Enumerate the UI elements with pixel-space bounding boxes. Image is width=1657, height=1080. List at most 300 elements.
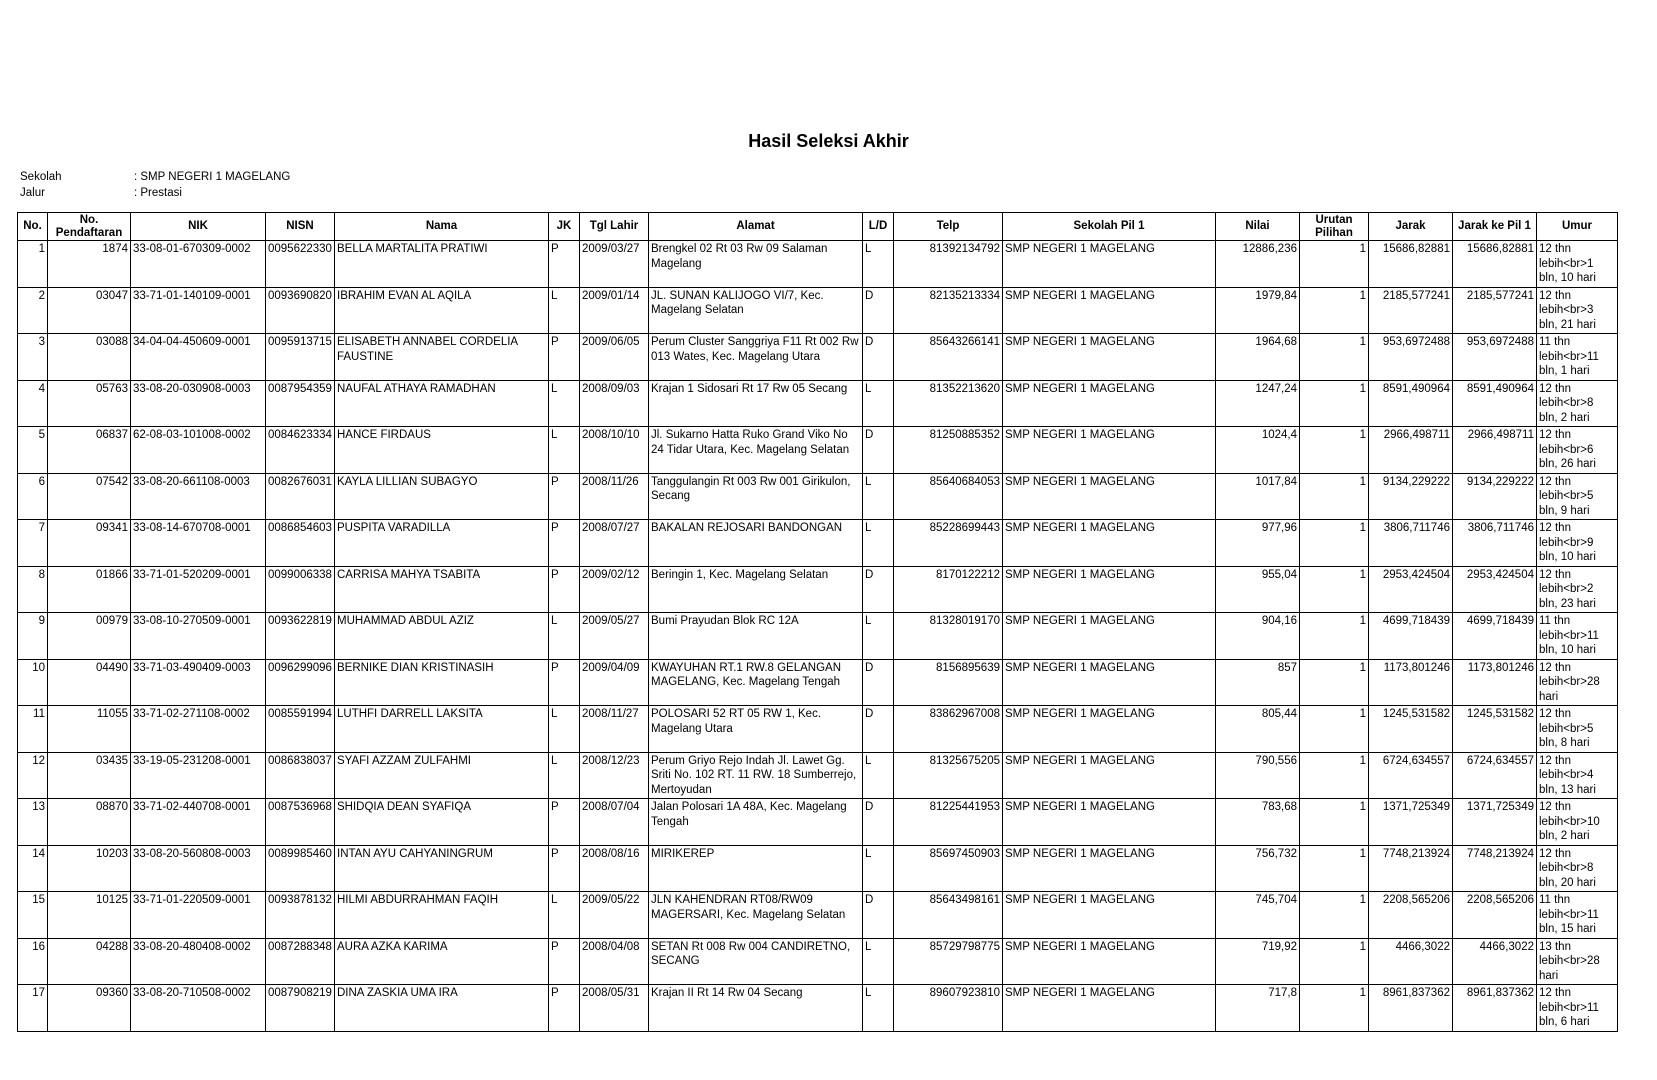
table-cell: L [863,380,894,427]
table-row [18,892,1618,939]
table-cell: 7748,213924 [1369,845,1453,892]
track-value: : Prestasi [134,187,182,199]
column-header: Jarak ke Pil 1 [1453,213,1537,241]
table-cell: 11055 [48,706,131,753]
table-cell: 13 thn lebih<br>28 hari [1537,938,1618,985]
table-cell: 1 [1300,892,1369,939]
table-row [18,334,1618,381]
table-cell: 0089985460 [266,845,335,892]
table-cell: 1 [1300,241,1369,288]
table-cell: SMP NEGERI 1 MAGELANG [1003,659,1216,706]
table-cell: L [549,427,580,474]
table-cell: 1964,68 [1216,334,1300,381]
table-cell: L [549,613,580,660]
table-cell: 2008/08/16 [580,845,649,892]
table-row [18,473,1618,520]
table-cell: P [549,566,580,613]
table-cell: 81392134792 [894,241,1003,288]
table-cell: 0087536968 [266,799,335,846]
table-cell: 12 thn lebih<br>3 bln, 21 hari [1537,287,1618,334]
table-cell: 33-08-10-270509-0001 [131,613,266,660]
table-cell: 1 [1300,938,1369,985]
table-cell: 0085591994 [266,706,335,753]
table-cell: D [863,566,894,613]
table-cell: 1 [1300,427,1369,474]
table-cell: SMP NEGERI 1 MAGELANG [1003,427,1216,474]
table-cell: 2009/06/05 [580,334,649,381]
table-cell: 33-71-01-220509-0001 [131,892,266,939]
table-cell: AURA AZKA KARIMA [335,938,549,985]
table-cell: 4699,718439 [1369,613,1453,660]
table-cell: LUTHFI DARRELL LAKSITA [335,706,549,753]
table-cell: 0084623334 [266,427,335,474]
table-cell: 3 [18,334,48,381]
table-cell: 1 [1300,473,1369,520]
table-cell: 0082676031 [266,473,335,520]
table-cell: 756,732 [1216,845,1300,892]
table-cell: SMP NEGERI 1 MAGELANG [1003,520,1216,567]
table-body [18,241,1618,1032]
table-cell: 0095622330 [266,241,335,288]
table-cell: 2208,565206 [1369,892,1453,939]
table-cell: 1 [1300,380,1369,427]
table-cell: 953,6972488 [1369,334,1453,381]
table-cell: Brengkel 02 Rt 03 Rw 09 Salaman Magelang [649,241,863,288]
table-cell: 1173,801246 [1369,659,1453,706]
table-row [18,287,1618,334]
table-cell: 10203 [48,845,131,892]
table-cell: ELISABETH ANNABEL CORDELIA FAUSTINE [335,334,549,381]
table-cell: 12 thn lebih<br>10 bln, 2 hari [1537,799,1618,846]
column-header: Tgl Lahir [580,213,649,241]
table-cell: 85643266141 [894,334,1003,381]
table-cell: SMP NEGERI 1 MAGELANG [1003,892,1216,939]
table-cell: 12 thn lebih<br>8 bln, 2 hari [1537,380,1618,427]
table-cell: 9134,229222 [1369,473,1453,520]
table-cell: 953,6972488 [1453,334,1537,381]
table-cell: 1247,24 [1216,380,1300,427]
table-row [18,845,1618,892]
table-cell: L [549,706,580,753]
table-cell: 07542 [48,473,131,520]
table-cell: SMP NEGERI 1 MAGELANG [1003,938,1216,985]
table-cell: 09360 [48,985,131,1032]
table-cell: 10 [18,659,48,706]
school-info [20,170,290,184]
table-cell: 04288 [48,938,131,985]
table-cell: NAUFAL ATHAYA RAMADHAN [335,380,549,427]
table-cell: 1 [18,241,48,288]
table-cell: 2208,565206 [1453,892,1537,939]
table-cell: 1 [1300,985,1369,1032]
table-cell: 2009/03/27 [580,241,649,288]
table-cell: 33-71-01-140109-0001 [131,287,266,334]
table-cell: 1 [1300,752,1369,799]
table-cell: Perum Cluster Sanggriya F11 Rt 002 Rw 013 Wates, Kec. Magelang Utara [649,334,863,381]
table-cell: 955,04 [1216,566,1300,613]
table-cell: Jl. Sukarno Hatta Ruko Grand Viko No 24 Tidar Utara, Kec. Magelang Selatan [649,427,863,474]
table-cell: 1371,725349 [1453,799,1537,846]
table-cell: 2953,424504 [1453,566,1537,613]
column-header: Nilai [1216,213,1300,241]
table-cell: 12 thn lebih<br>9 bln, 10 hari [1537,520,1618,567]
table-cell: 1 [1300,287,1369,334]
table-cell: 11 thn lebih<br>11 bln, 1 hari [1537,334,1618,381]
table-cell: 12 thn lebih<br>8 bln, 20 hari [1537,845,1618,892]
table-cell: 1 [1300,613,1369,660]
column-header: No. [18,213,48,241]
table-cell: 2008/09/03 [580,380,649,427]
table-cell: 11 thn lebih<br>11 bln, 10 hari [1537,613,1618,660]
table-cell: 1245,531582 [1369,706,1453,753]
table-cell: 2966,498711 [1453,427,1537,474]
table-cell: 33-71-01-520209-0001 [131,566,266,613]
column-header: Umur [1537,213,1618,241]
table-cell: 1 [1300,334,1369,381]
table-cell: 805,44 [1216,706,1300,753]
table-cell: Perum Griyo Rejo Indah Jl. Lawet Gg. Sriti No. 102 RT. 11 RW. 18 Sumberrejo, Mertoyudan [649,752,863,799]
table-cell: HILMI ABDURRAHMAN FAQIH [335,892,549,939]
table-cell: INTAN AYU CAHYANINGRUM [335,845,549,892]
table-cell: 0093878132 [266,892,335,939]
table-cell: D [863,659,894,706]
table-cell: P [549,799,580,846]
table-cell: 81352213620 [894,380,1003,427]
table-cell: P [549,659,580,706]
table-cell: 8156895639 [894,659,1003,706]
table-cell: P [549,985,580,1032]
table-cell: CARRISA MAHYA TSABITA [335,566,549,613]
table-cell: 2008/12/23 [580,752,649,799]
table-cell: 12886,236 [1216,241,1300,288]
table-cell: 14 [18,845,48,892]
table-row [18,380,1618,427]
table-cell: BERNIKE DIAN KRISTINASIH [335,659,549,706]
table-cell: 717,8 [1216,985,1300,1032]
table-cell: 33-08-01-670309-0002 [131,241,266,288]
table-cell: 0093690820 [266,287,335,334]
table-cell: 03435 [48,752,131,799]
table-cell: 7748,213924 [1453,845,1537,892]
table-cell: 2008/10/10 [580,427,649,474]
table-cell: 904,16 [1216,613,1300,660]
table-cell: 6 [18,473,48,520]
table-cell: 1 [1300,845,1369,892]
table-row [18,241,1618,288]
table-cell: JL. SUNAN KALIJOGO VI/7, Kec. Magelang Selatan [649,287,863,334]
school-value: : SMP NEGERI 1 MAGELANG [134,171,291,183]
column-header: NIK [131,213,266,241]
table-cell: 2009/05/27 [580,613,649,660]
table-cell: 8170122212 [894,566,1003,613]
table-cell: 08870 [48,799,131,846]
table-cell: SMP NEGERI 1 MAGELANG [1003,241,1216,288]
table-cell: 16 [18,938,48,985]
table-cell: 790,556 [1216,752,1300,799]
table-cell: 1 [1300,520,1369,567]
table-cell: 8591,490964 [1369,380,1453,427]
table-cell: BELLA MARTALITA PRATIWI [335,241,549,288]
table-cell: P [549,938,580,985]
column-header: Nama [335,213,549,241]
table-cell: 33-08-20-560808-0003 [131,845,266,892]
table-cell: 15686,82881 [1369,241,1453,288]
table-cell: 0096299096 [266,659,335,706]
table-cell: 2185,577241 [1453,287,1537,334]
table-cell: MUHAMMAD ABDUL AZIZ [335,613,549,660]
table-cell: 0087908219 [266,985,335,1032]
table-cell: 2009/04/09 [580,659,649,706]
table-row [18,985,1618,1032]
table-cell: L [549,752,580,799]
table-cell: 83862967008 [894,706,1003,753]
table-cell: Tanggulangin Rt 003 Rw 001 Girikulon, Secang [649,473,863,520]
table-cell: 5 [18,427,48,474]
table-cell: 2953,424504 [1369,566,1453,613]
table-cell: JLN KAHENDRAN RT08/RW09 MAGERSARI, Kec. Magelang Selatan [649,892,863,939]
table-cell: 1 [1300,706,1369,753]
table-row [18,706,1618,753]
table-cell: 12 thn lebih<br>5 bln, 9 hari [1537,473,1618,520]
table-cell: 33-71-03-490409-0003 [131,659,266,706]
table-cell: 81225441953 [894,799,1003,846]
table-cell: 06837 [48,427,131,474]
table-cell: IBRAHIM EVAN AL AQILA [335,287,549,334]
table-cell: L [863,938,894,985]
table-cell: SMP NEGERI 1 MAGELANG [1003,752,1216,799]
table-cell: 0087288348 [266,938,335,985]
table-cell: 2008/05/31 [580,985,649,1032]
table-cell: 4466,3022 [1453,938,1537,985]
table-cell: 1 [1300,799,1369,846]
table-cell: 17 [18,985,48,1032]
table-cell: 00979 [48,613,131,660]
table-cell: 9134,229222 [1453,473,1537,520]
table-cell: 12 thn lebih<br>5 bln, 8 hari [1537,706,1618,753]
table-cell: 2008/07/27 [580,520,649,567]
column-header: Telp [894,213,1003,241]
table-cell: 2008/11/27 [580,706,649,753]
table-cell: SMP NEGERI 1 MAGELANG [1003,380,1216,427]
table-cell: 15 [18,892,48,939]
table-cell: 12 thn lebih<br>11 bln, 6 hari [1537,985,1618,1032]
table-cell: 12 thn lebih<br>2 bln, 23 hari [1537,566,1618,613]
table-row [18,613,1618,660]
table-cell: 85640684053 [894,473,1003,520]
table-cell: SMP NEGERI 1 MAGELANG [1003,334,1216,381]
table-row [18,659,1618,706]
table-cell: 85697450903 [894,845,1003,892]
table-row [18,938,1618,985]
table-cell: 1245,531582 [1453,706,1537,753]
table-header-row [18,213,1618,241]
table-cell: 6724,634557 [1453,752,1537,799]
table-cell: 0093622819 [266,613,335,660]
table-cell: L [549,380,580,427]
table-cell: 33-08-20-480408-0002 [131,938,266,985]
table-cell: SYAFI AZZAM ZULFAHMI [335,752,549,799]
table-cell: L [863,473,894,520]
table-cell: P [549,334,580,381]
table-cell: 6724,634557 [1369,752,1453,799]
table-cell: 04490 [48,659,131,706]
table-cell: DINA ZASKIA UMA IRA [335,985,549,1032]
table-cell: 783,68 [1216,799,1300,846]
table-cell: 33-71-02-271108-0002 [131,706,266,753]
table-cell: 11 [18,706,48,753]
table-cell: 85643498161 [894,892,1003,939]
table-cell: 12 thn lebih<br>28 hari [1537,659,1618,706]
table-cell: 1024,4 [1216,427,1300,474]
table-cell: 81328019170 [894,613,1003,660]
table-cell: SMP NEGERI 1 MAGELANG [1003,287,1216,334]
table-cell: 11 thn lebih<br>11 bln, 15 hari [1537,892,1618,939]
table-cell: Beringin 1, Kec. Magelang Selatan [649,566,863,613]
table-cell: 2009/01/14 [580,287,649,334]
table-cell: 2008/07/04 [580,799,649,846]
table-cell: L [549,287,580,334]
table-cell: SMP NEGERI 1 MAGELANG [1003,985,1216,1032]
table-cell: 1 [1300,566,1369,613]
table-cell: 03047 [48,287,131,334]
table-cell: 10125 [48,892,131,939]
table-cell: 8 [18,566,48,613]
selection-results-table [17,212,1618,1032]
table-cell: KWAYUHAN RT.1 RW.8 GELANGAN MAGELANG, Kec. Magelang Tengah [649,659,863,706]
table-cell: 15686,82881 [1453,241,1537,288]
table-cell: 12 thn lebih<br>6 bln, 26 hari [1537,427,1618,474]
table-cell: L [863,845,894,892]
table-cell: MIRIKEREP [649,845,863,892]
table-cell: 13 [18,799,48,846]
table-cell: L [863,613,894,660]
table-cell: 33-19-05-231208-0001 [131,752,266,799]
table-cell: 7 [18,520,48,567]
column-header: Sekolah Pil 1 [1003,213,1216,241]
table-cell: KAYLA LILLIAN SUBAGYO [335,473,549,520]
table-cell: SMP NEGERI 1 MAGELANG [1003,706,1216,753]
table-cell: 719,92 [1216,938,1300,985]
table-cell: 0087954359 [266,380,335,427]
track-label: Jalur [20,187,45,199]
table-cell: SMP NEGERI 1 MAGELANG [1003,566,1216,613]
table-cell: Jalan Polosari 1A 48A, Kec. Magelang Tengah [649,799,863,846]
table-cell: 1371,725349 [1369,799,1453,846]
table-cell: 89607923810 [894,985,1003,1032]
table-cell: 05763 [48,380,131,427]
table-cell: 0099006338 [266,566,335,613]
table-cell: 34-04-04-450609-0001 [131,334,266,381]
table-cell: D [863,799,894,846]
table-cell: 9 [18,613,48,660]
table-cell: HANCE FIRDAUS [335,427,549,474]
table-cell: 3806,711746 [1369,520,1453,567]
table-cell: SETAN Rt 008 Rw 004 CANDIRETNO, SECANG [649,938,863,985]
table-cell: 81250885352 [894,427,1003,474]
table-cell: 8961,837362 [1453,985,1537,1032]
table-cell: 85228699443 [894,520,1003,567]
table-cell: 12 [18,752,48,799]
table-cell: 8591,490964 [1453,380,1537,427]
table-cell: 33-08-20-661108-0003 [131,473,266,520]
table-cell: L [863,985,894,1032]
table-cell: L [863,241,894,288]
table-cell: SMP NEGERI 1 MAGELANG [1003,613,1216,660]
table-cell: 977,96 [1216,520,1300,567]
table-cell: 2 [18,287,48,334]
table-cell: 33-71-02-440708-0001 [131,799,266,846]
table-cell: Krajan 1 Sidosari Rt 17 Rw 05 Secang [649,380,863,427]
table-row [18,427,1618,474]
column-header: NISN [266,213,335,241]
table-cell: 1 [1300,659,1369,706]
track-info [20,186,182,200]
table-cell: 0086838037 [266,752,335,799]
table-cell: 1874 [48,241,131,288]
table-cell: 2966,498711 [1369,427,1453,474]
table-cell: POLOSARI 52 RT 05 RW 1, Kec. Magelang Utara [649,706,863,753]
table-cell: 3806,711746 [1453,520,1537,567]
table-cell: L [863,752,894,799]
table-cell: 85729798775 [894,938,1003,985]
table-cell: SMP NEGERI 1 MAGELANG [1003,473,1216,520]
table-cell: P [549,241,580,288]
table-cell: 4466,3022 [1369,938,1453,985]
table-cell: P [549,520,580,567]
table-cell: L [549,892,580,939]
table-cell: D [863,287,894,334]
table-cell: D [863,892,894,939]
table-cell: 2008/11/26 [580,473,649,520]
table-cell: 857 [1216,659,1300,706]
column-header: L/D [863,213,894,241]
table-cell: 62-08-03-101008-0002 [131,427,266,474]
table-cell: P [549,845,580,892]
table-cell: Krajan II Rt 14 Rw 04 Secang [649,985,863,1032]
table-cell: 0095913715 [266,334,335,381]
column-header: Alamat [649,213,863,241]
table-row [18,566,1618,613]
table-cell: 4699,718439 [1453,613,1537,660]
page-title: Hasil Seleksi Akhir [748,131,909,151]
table-cell: 33-08-20-030908-0003 [131,380,266,427]
table-cell: 2008/04/08 [580,938,649,985]
table-cell: SMP NEGERI 1 MAGELANG [1003,845,1216,892]
table-cell: SHIDQIA DEAN SYAFIQA [335,799,549,846]
table-cell: 33-08-14-670708-0001 [131,520,266,567]
table-row [18,520,1618,567]
table-cell: 2185,577241 [1369,287,1453,334]
table-cell: 03088 [48,334,131,381]
table-cell: SMP NEGERI 1 MAGELANG [1003,799,1216,846]
table-cell: 81325675205 [894,752,1003,799]
table-cell: D [863,334,894,381]
table-cell: 2009/05/22 [580,892,649,939]
column-header: JK [549,213,580,241]
table-cell: 09341 [48,520,131,567]
table-row [18,752,1618,799]
table-cell: D [863,706,894,753]
table-cell: PUSPITA VARADILLA [335,520,549,567]
table-cell: 1979,84 [1216,287,1300,334]
table-cell: P [549,473,580,520]
column-header: Urutan Pilihan [1300,213,1369,241]
table-cell: 33-08-20-710508-0002 [131,985,266,1032]
table-cell: 12 thn lebih<br>4 bln, 13 hari [1537,752,1618,799]
table-cell: 01866 [48,566,131,613]
table-cell: 1173,801246 [1453,659,1537,706]
column-header: Jarak [1369,213,1453,241]
